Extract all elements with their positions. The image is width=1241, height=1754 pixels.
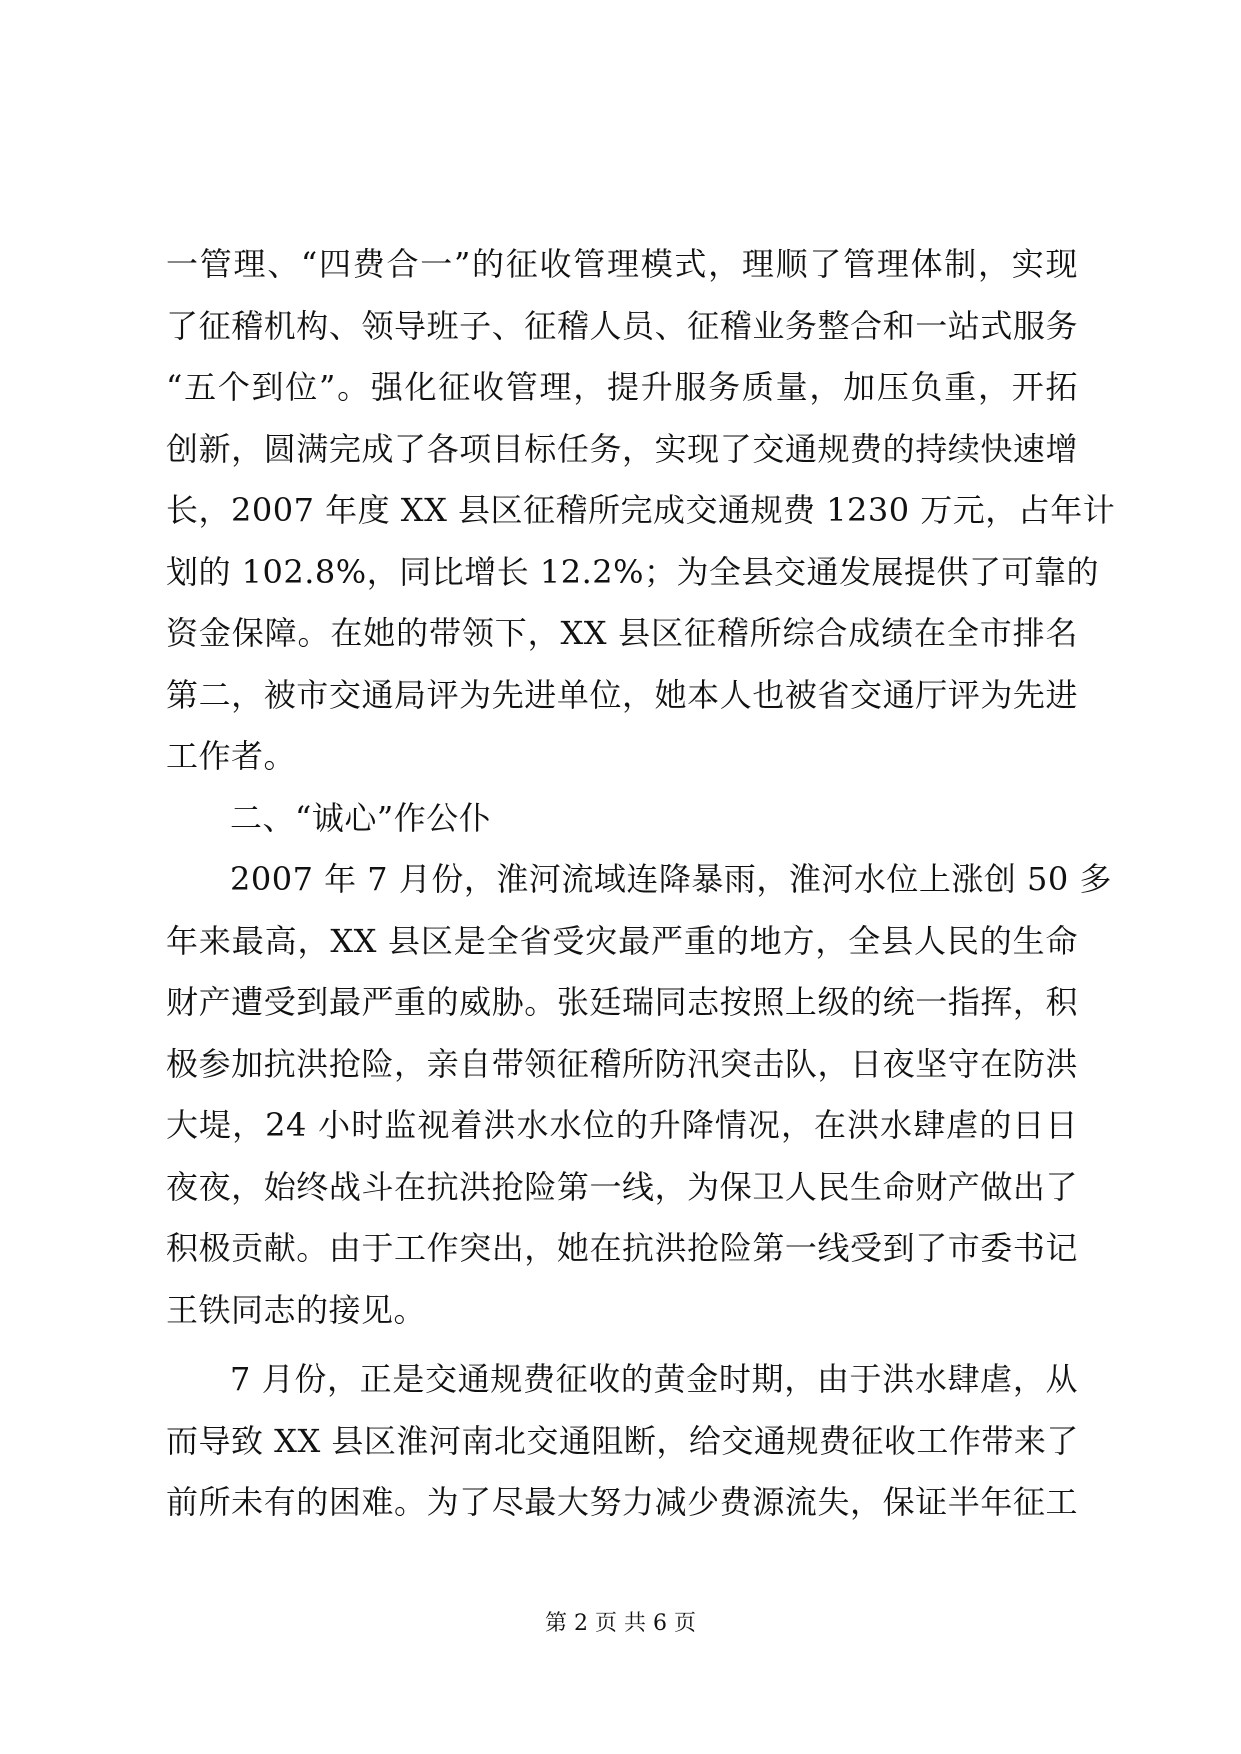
- text-line: 而导致 XX 县区淮河南北交通阻断，给交通规费征收工作带来了: [166, 1421, 1079, 1460]
- text-line: 长，2007 年度 XX 县区征稽所完成交通规费 1230 万元，占年计: [166, 491, 1116, 529]
- text-line: 财产遭受到最严重的威胁。张廷瑞同志按照上级的统一指挥，积: [166, 983, 1078, 1021]
- text-line: 积极贡献。由于工作突出，她在抗洪抢险第一线受到了市委书记: [166, 1229, 1078, 1267]
- paragraph: [166, 234, 1116, 788]
- text-line: 工作者。: [166, 737, 297, 775]
- text-line: 第二，被市交通局评为先进单位，她本人也被省交通厅评为先进: [166, 675, 1078, 714]
- text-line: “五个到位”。强化征收管理，提升服务质量，加压负重，开拓: [166, 368, 1078, 406]
- paragraph: [166, 849, 1112, 1341]
- text-line: 王铁同志的接见。: [166, 1290, 427, 1329]
- text-line: 创新，圆满完成了各项目标任务，实现了交通规费的持续快速增: [166, 429, 1078, 468]
- paragraph: [166, 1349, 1078, 1534]
- page-footer: [0, 1609, 1241, 1639]
- text-line: 夜夜，始终战斗在抗洪抢险第一线，为保卫人民生命财产做出了: [166, 1167, 1078, 1206]
- document-body: [166, 234, 1116, 1534]
- section-heading: [166, 788, 1078, 850]
- text-line: 年来最高，XX 县区是全省受灾最严重的地方，全县人民的生命: [166, 921, 1078, 960]
- text-line: 划的 102.8%，同比增长 12.2%；为全县交通发展提供了可靠的: [166, 552, 1100, 591]
- paragraph-spacer: [166, 1341, 1078, 1349]
- text-line: 2007 年 7 月份，淮河流域连降暴雨，淮河水位上涨创 50 多: [230, 860, 1112, 898]
- heading-text: 二、“诚心”作公仆: [230, 798, 492, 837]
- text-line: 资金保障。在她的带领下，XX 县区征稽所综合成绩在全市排名: [166, 614, 1078, 652]
- text-line: 前所未有的困难。为了尽最大努力减少费源流失，保证半年征工: [166, 1483, 1078, 1521]
- text-line: 一管理、“四费合一”的征收管理模式，理顺了管理体制，实现: [166, 245, 1078, 283]
- page-number-label: 第 2 页 共 6 页: [545, 1611, 696, 1636]
- text-line: 极参加抗洪抢险，亲自带领征稽所防汛突击队，日夜坚守在防洪: [166, 1044, 1078, 1083]
- text-line: 了征稽机构、领导班子、征稽人员、征稽业务整合和一站式服务: [166, 306, 1078, 345]
- text-line: 大堤，24 小时监视着洪水水位的升降情况，在洪水肆虐的日日: [166, 1106, 1078, 1144]
- text-line: 7 月份，正是交通规费征收的黄金时期，由于洪水肆虐，从: [230, 1360, 1078, 1398]
